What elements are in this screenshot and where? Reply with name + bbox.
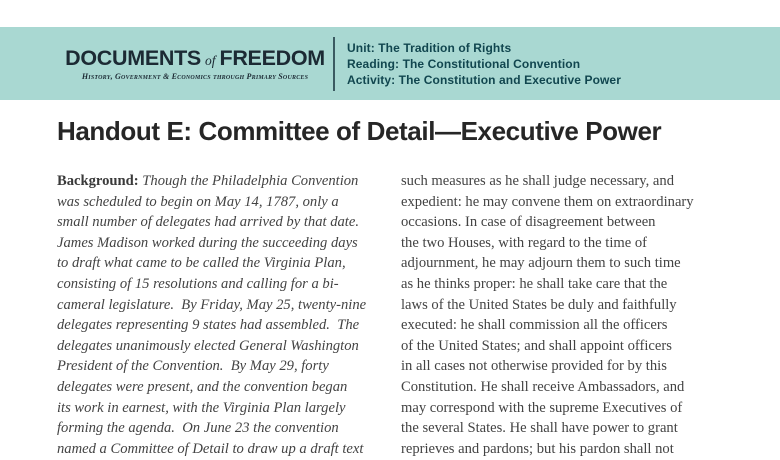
text-line: James Madison worked during the succeeding days bbox=[57, 234, 358, 251]
text-line: Background: Though the Philadelphia Convention bbox=[57, 173, 359, 189]
body-columns bbox=[57, 171, 727, 459]
page-title: Handout E: Committee of Detail—Executive Power bbox=[57, 116, 662, 146]
header-meta bbox=[347, 40, 621, 88]
logo-word-documents: DOCUMENTS bbox=[65, 46, 201, 70]
logo-wordmark bbox=[65, 46, 325, 71]
text-line: laws of the United States be duly and faithfully bbox=[401, 296, 677, 313]
background-column bbox=[57, 171, 383, 459]
text-line: may correspond with the supreme Executives of bbox=[401, 399, 683, 416]
logo-word-freedom: FREEDOM bbox=[219, 46, 325, 70]
text-line: of the United States; and shall appoint officers bbox=[401, 337, 672, 354]
excerpt-column bbox=[401, 171, 727, 459]
text-line: Constitution. He shall receive Ambassadors, and bbox=[401, 378, 685, 395]
text-line: cameral legislature. By Friday, May 25, twenty-nine bbox=[57, 296, 367, 313]
meta-line-activity: Activity: The Constitution and Executive Power bbox=[347, 72, 621, 87]
text-line: to draft what came to be called the Virginia Plan, bbox=[57, 255, 346, 272]
meta-line-reading: Reading: The Constitutional Convention bbox=[347, 56, 581, 71]
text-line: adjournment, he may adjourn them to such time bbox=[401, 255, 681, 272]
text-line: such measures as he shall judge necessary, and bbox=[401, 173, 674, 189]
text-line: delegates unanimously elected General Washington bbox=[57, 337, 359, 354]
background-label: Background: bbox=[57, 173, 143, 189]
text-line: the several States. He shall have power to grant bbox=[401, 420, 678, 437]
text-line: named a Committee of Detail to draw up a draft text bbox=[57, 440, 364, 457]
text-line: forming the agenda. On June 23 the convention bbox=[57, 420, 339, 437]
meta-line-unit: Unit: The Tradition of Rights bbox=[347, 40, 512, 55]
logo-word-of: of bbox=[204, 53, 216, 68]
text-line: small number of delegates had arrived by that date. bbox=[57, 214, 359, 231]
text-line: its work in earnest, with the Virginia Plan largely bbox=[57, 399, 346, 416]
text-line: expedient: he may convene them on extraordinary bbox=[401, 193, 694, 210]
header-divider bbox=[333, 37, 335, 91]
text-line: reprieves and pardons; but his pardon shall not bbox=[401, 440, 674, 457]
text-line: as he thinks proper: he shall take care that the bbox=[401, 275, 668, 292]
text-line: consisting of 15 resolutions and calling for a bi- bbox=[57, 275, 339, 292]
text-line: executed: he shall commission all the officers bbox=[401, 317, 668, 334]
logo-tagline: History, Government & Economics through Primary Sources bbox=[81, 72, 309, 81]
text-line: President of the Convention. By May 29, forty bbox=[57, 358, 329, 375]
text-line: the two Houses, with regard to the time of bbox=[401, 234, 648, 251]
text-line: delegates representing 9 states had assembled. The bbox=[57, 317, 360, 334]
text-line: in all cases not otherwise provided for by this bbox=[401, 358, 667, 375]
text-line: occasions. In case of disagreement between bbox=[401, 214, 656, 231]
header-band bbox=[0, 27, 780, 100]
text-line: was scheduled to begin on May 14, 1787, only a bbox=[57, 193, 339, 210]
documents-of-freedom-logo bbox=[65, 46, 325, 81]
text-line: delegates were present, and the convention began bbox=[57, 378, 348, 395]
